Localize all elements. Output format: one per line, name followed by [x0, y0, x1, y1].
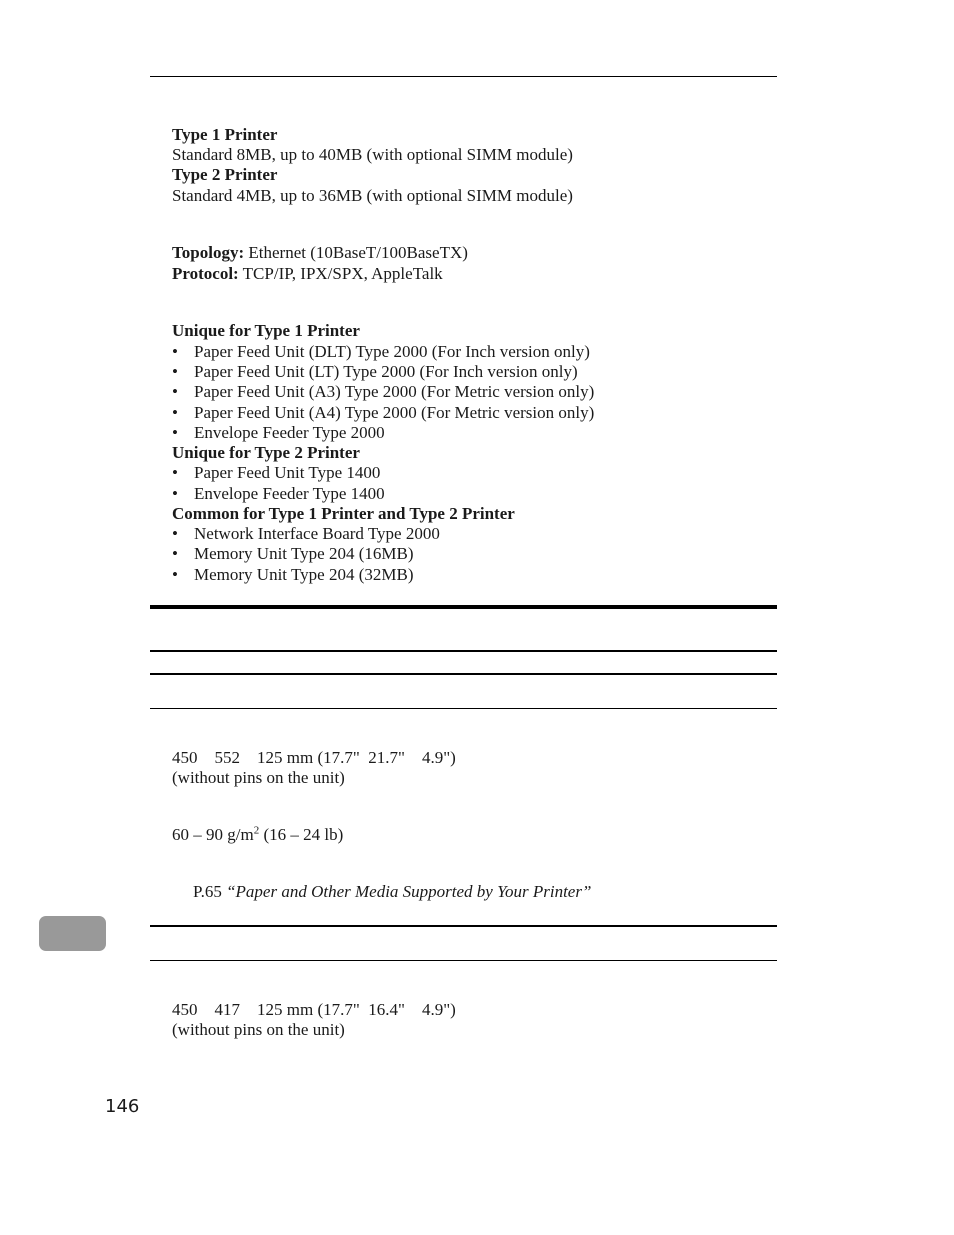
weight-suffix: (16 – 24 lb): [259, 825, 344, 844]
bullet-icon: •: [172, 463, 178, 482]
cross-reference[interactable]: [193, 882, 591, 902]
topology-line: [172, 243, 468, 263]
reference-page: P.65: [193, 882, 227, 901]
unit2-dimensions: 450 417 125 mm (17.7" 16.4" 4.9"): [172, 1000, 456, 1019]
list-item-text: Memory Unit Type 204 (32MB): [194, 565, 414, 584]
reference-title: “Paper and Other Media Supported by Your Printer”: [226, 882, 592, 901]
list-item: [172, 423, 385, 443]
weight-superscript: 2: [253, 824, 260, 837]
list-item-text: Paper Feed Unit (DLT) Type 2000 (For Inch version only): [194, 342, 590, 361]
protocol-line: [172, 264, 443, 284]
type1-heading: Type 1 Printer: [172, 125, 278, 144]
topology-label: Topology:: [172, 243, 245, 262]
bullet-icon: •: [172, 382, 178, 401]
list-item: [172, 362, 578, 382]
list-item-text: Envelope Feeder Type 2000: [194, 423, 385, 442]
page-number: 146: [105, 1096, 140, 1117]
unit1-dimensions-note: (without pins on the unit): [172, 768, 345, 787]
unit2-dimensions-note: (without pins on the unit): [172, 1020, 345, 1039]
bullet-icon: •: [172, 524, 178, 543]
unit1-dimensions: 450 552 125 mm (17.7" 21.7" 4.9"): [172, 748, 456, 767]
type2-heading: Type 2 Printer: [172, 165, 278, 184]
type1-memory-text: Standard 8MB, up to 40MB (with optional SIMM module): [172, 145, 573, 164]
list-item-text: Paper Feed Unit Type 1400: [194, 463, 381, 482]
bullet-icon: •: [172, 544, 178, 563]
bullet-icon: •: [172, 362, 178, 381]
list-item-text: Paper Feed Unit (LT) Type 2000 (For Inch version only): [194, 362, 578, 381]
list-item: [172, 403, 594, 423]
section-rule: [150, 708, 777, 709]
list-item: [172, 484, 385, 504]
bullet-icon: •: [172, 423, 178, 442]
list-item: [172, 524, 440, 544]
protocol-label: Protocol:: [172, 264, 239, 283]
list-item: [172, 382, 594, 402]
topology-value: Ethernet (10BaseT/100BaseTX): [244, 243, 468, 262]
bullet-icon: •: [172, 484, 178, 503]
chapter-tab: [39, 916, 106, 951]
list-item: [172, 342, 590, 362]
list-item-text: Memory Unit Type 204 (16MB): [194, 544, 414, 563]
group2-heading: Unique for Type 2 Printer: [172, 443, 360, 462]
type2-memory-text: Standard 4MB, up to 36MB (with optional SIMM module): [172, 186, 573, 205]
header-rule: [150, 76, 777, 77]
list-item-text: Network Interface Board Type 2000: [194, 524, 440, 543]
weight-prefix: 60 – 90 g/m: [172, 825, 254, 844]
bullet-icon: •: [172, 565, 178, 584]
list-item-text: Paper Feed Unit (A4) Type 2000 (For Metric version only): [194, 403, 595, 422]
section-rule: [150, 960, 777, 961]
list-item: [172, 544, 413, 564]
group1-heading: Unique for Type 1 Printer: [172, 321, 360, 340]
section-rule: [150, 650, 777, 652]
list-item-text: Envelope Feeder Type 1400: [194, 484, 385, 503]
unit1-paper-weight: [172, 825, 343, 845]
section-rule: [150, 925, 777, 927]
list-item-text: Paper Feed Unit (A3) Type 2000 (For Metric version only): [194, 382, 595, 401]
protocol-value: TCP/IP, IPX/SPX, AppleTalk: [238, 264, 443, 283]
section-rule-thick: [150, 605, 777, 609]
list-item: [172, 565, 413, 585]
bullet-icon: •: [172, 342, 178, 361]
group3-heading: Common for Type 1 Printer and Type 2 Printer: [172, 504, 515, 523]
section-rule: [150, 673, 777, 675]
list-item: [172, 463, 380, 483]
bullet-icon: •: [172, 403, 178, 422]
